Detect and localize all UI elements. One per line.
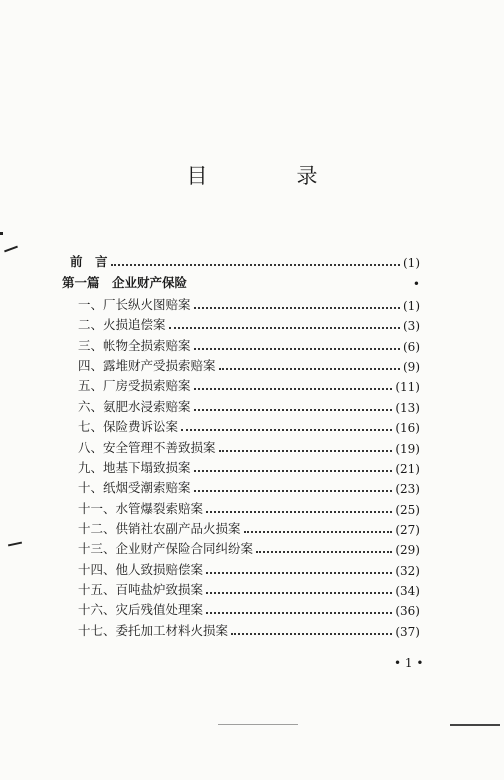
toc-page: (16) [395,421,420,436]
dot-leader [219,449,393,452]
toc-label: 十二、供销社农副产品火损案 [78,520,241,536]
toc-label: 前 言 [70,254,108,269]
toc-row [78,295,420,313]
dot-leader [111,263,400,266]
toc-page: (19) [395,441,420,456]
scan-speck [0,232,3,235]
toc-label: 五、厂房受损索赔案 [78,378,191,394]
toc-page: (37) [395,624,420,639]
toc-row-preface [70,252,420,270]
toc-label: 六、氨肥水浸索赔案 [78,398,191,414]
toc-page: (13) [395,400,420,415]
toc-label: 十七、委托加工材料火损案 [78,622,229,638]
dot-leader [194,387,393,390]
toc-label: 七、保险费诉讼案 [78,419,179,435]
toc-label: 一、厂长纵火图赔案 [78,297,191,312]
toc-row [78,580,420,598]
dot-leader [206,571,392,574]
toc-page: (27) [395,522,420,537]
dot-leader [194,408,393,411]
toc-row [78,336,420,354]
toc-page: (21) [395,461,420,476]
dot-leader [206,510,392,513]
toc-page: (9) [403,360,420,375]
dot-leader [231,632,392,635]
dot-leader [219,367,400,370]
toc-page: (32) [395,563,420,578]
dot-leader [206,611,392,614]
toc-row [78,397,420,415]
toc-row [78,600,420,618]
toc-row [78,478,420,496]
toc-label: 二、火损追偿案 [78,317,166,333]
dot-leader [169,326,400,329]
toc-page: (1) [403,256,420,270]
part-marker: • [412,277,420,291]
toc-label: 十、纸烟受潮索赔案 [78,480,191,496]
toc-label: 十六、灾后残值处理案 [78,602,204,618]
toc-part-heading [62,273,420,291]
dot-leader [206,591,392,594]
scan-speck [8,542,22,547]
dot-leader [256,550,392,553]
dot-leader [194,306,400,309]
toc-row [78,458,420,476]
toc-label: 九、地基下塌致损案 [78,459,191,475]
scan-speck [4,246,18,253]
scan-line [450,724,500,726]
page-number: • 1 • [394,656,424,670]
scan-line [218,724,298,725]
toc-page: (6) [403,339,420,354]
toc-label: 三、帐物全损索赔案 [78,337,191,353]
toc-row [78,315,420,333]
toc-row [78,438,420,456]
dot-leader [194,469,393,472]
dot-leader [194,489,393,492]
toc-page: (23) [395,482,420,497]
toc-label: 十四、他人致损赔偿案 [78,561,204,577]
toc-part-label: 第一篇 企业财产保险 [62,275,188,290]
toc-row [78,499,420,517]
toc-label: 十五、百吨盐炉致损案 [78,581,204,597]
toc-row [78,560,420,578]
page-title: 目 录 [186,164,352,188]
toc-page: (1) [403,299,420,313]
toc-label: 十一、水管爆裂索赔案 [78,500,204,516]
toc-row [78,621,420,639]
toc-label: 四、露堆财产受损索赔案 [78,358,216,374]
toc-page: (36) [395,604,420,619]
toc-row [78,539,420,557]
toc-label: 十三、企业财产保险合同纠纷案 [78,541,254,557]
toc-row [78,417,420,435]
toc-row [78,519,420,537]
dot-leader [244,530,393,533]
toc-page: (3) [403,319,420,334]
dot-leader [181,428,392,431]
toc-page: (34) [395,583,420,598]
toc-label: 八、安全管理不善致损案 [78,439,216,455]
toc-page: (11) [395,380,420,395]
toc-page: (25) [395,502,420,517]
toc-row [78,376,420,394]
toc-page: (29) [395,543,420,558]
toc-row [78,356,420,374]
dot-leader [194,347,400,350]
